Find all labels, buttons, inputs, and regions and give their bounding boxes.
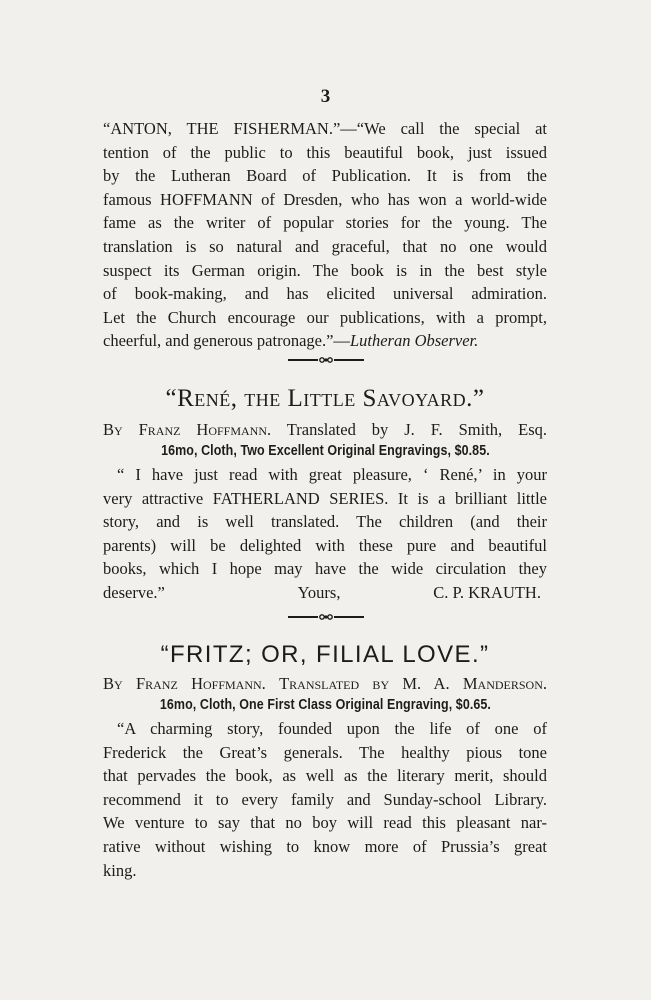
rene-pubinfo: 16mo, Cloth, Two Excellent Original Engravings, $0.85. bbox=[161, 443, 490, 459]
ornamental-divider bbox=[0, 609, 651, 619]
review-line: that pervades the book, as well as the literary merit, should bbox=[103, 766, 547, 786]
review-line: suspect its German origin. The book is in the best style bbox=[103, 260, 547, 280]
review-line: Let the Church encourage our publications, with a prompt, bbox=[103, 307, 547, 327]
rene-translator: Translated by J. F. Smith, Esq. bbox=[286, 420, 547, 439]
review-line: recommend it to every family and Sunday-school Library. bbox=[103, 789, 547, 809]
fritz-translator: Translated by M. A. Manderson. bbox=[279, 674, 547, 693]
review-line: “ I have just read with great pleasure, ‘ René,’ in your bbox=[117, 465, 547, 484]
review-line: We venture to say that no boy will read this pleasant nar- bbox=[103, 813, 547, 833]
review-line: “ANTON, THE FISHERMAN.”—“We call the special at bbox=[103, 119, 547, 138]
fritz-title: “FRITZ; OR, FILIAL LOVE.” bbox=[160, 641, 490, 668]
fritz-byline bbox=[103, 673, 547, 695]
review-line: story, and is well translated. The children (and their bbox=[103, 512, 547, 532]
fritz-pubinfo: 16mo, Cloth, One First Class Original Engraving, $0.65. bbox=[159, 697, 491, 713]
review-line: tention of the public to this beautiful book, just issued bbox=[103, 142, 547, 162]
rene-closing bbox=[103, 581, 547, 605]
review-line: cheerful, and generous patronage.”— bbox=[103, 331, 350, 351]
review-line: fame as the writer of popular stories for the young. The bbox=[103, 213, 547, 233]
review-last-line: king. bbox=[103, 860, 137, 880]
divider-ornament-icon bbox=[288, 355, 364, 365]
review-line: parents) will be delighted with these pure and beautiful bbox=[103, 535, 547, 555]
closing-signature: C. P. KRAUTH. bbox=[433, 582, 541, 602]
review-line: rative without wishing to know more of Prussia’s great bbox=[103, 836, 547, 856]
fritz-review bbox=[103, 717, 547, 882]
review-line: “A charming story, founded upon the life of one of bbox=[117, 719, 547, 738]
rene-author: By Franz Hoffmann. bbox=[103, 420, 272, 439]
closing-deserve: deserve.” bbox=[103, 582, 165, 602]
divider-ornament-icon bbox=[288, 612, 364, 622]
rene-review bbox=[103, 463, 547, 605]
review-line: books, which I hope may have the wide circulation they bbox=[103, 559, 547, 579]
review-line: famous HOFFMANN of Dresden, who has won a world-wide bbox=[103, 189, 547, 209]
review-line: of book-making, and has elicited universal admiration. bbox=[103, 284, 547, 304]
fritz-author: By Franz Hoffmann. bbox=[103, 674, 266, 693]
ornamental-divider bbox=[0, 352, 651, 362]
review-source: Lutheran Observer. bbox=[349, 331, 479, 351]
rene-byline bbox=[103, 419, 547, 441]
rene-title: “René, the Little Savoyard.” bbox=[165, 385, 485, 412]
review-line: by the Lutheran Board of Publication. It is from the bbox=[103, 166, 547, 186]
page-number: 3 bbox=[320, 86, 331, 107]
closing-yours: Yours, bbox=[297, 582, 341, 602]
review-last-line bbox=[103, 329, 547, 353]
anton-review bbox=[103, 117, 547, 353]
review-line: very attractive FATHERLAND SERIES. It is a brilliant little bbox=[103, 488, 547, 508]
review-line: translation is so natural and graceful, that no one would bbox=[103, 236, 547, 256]
review-line: Frederick the Great’s generals. The healthy pious tone bbox=[103, 742, 547, 762]
